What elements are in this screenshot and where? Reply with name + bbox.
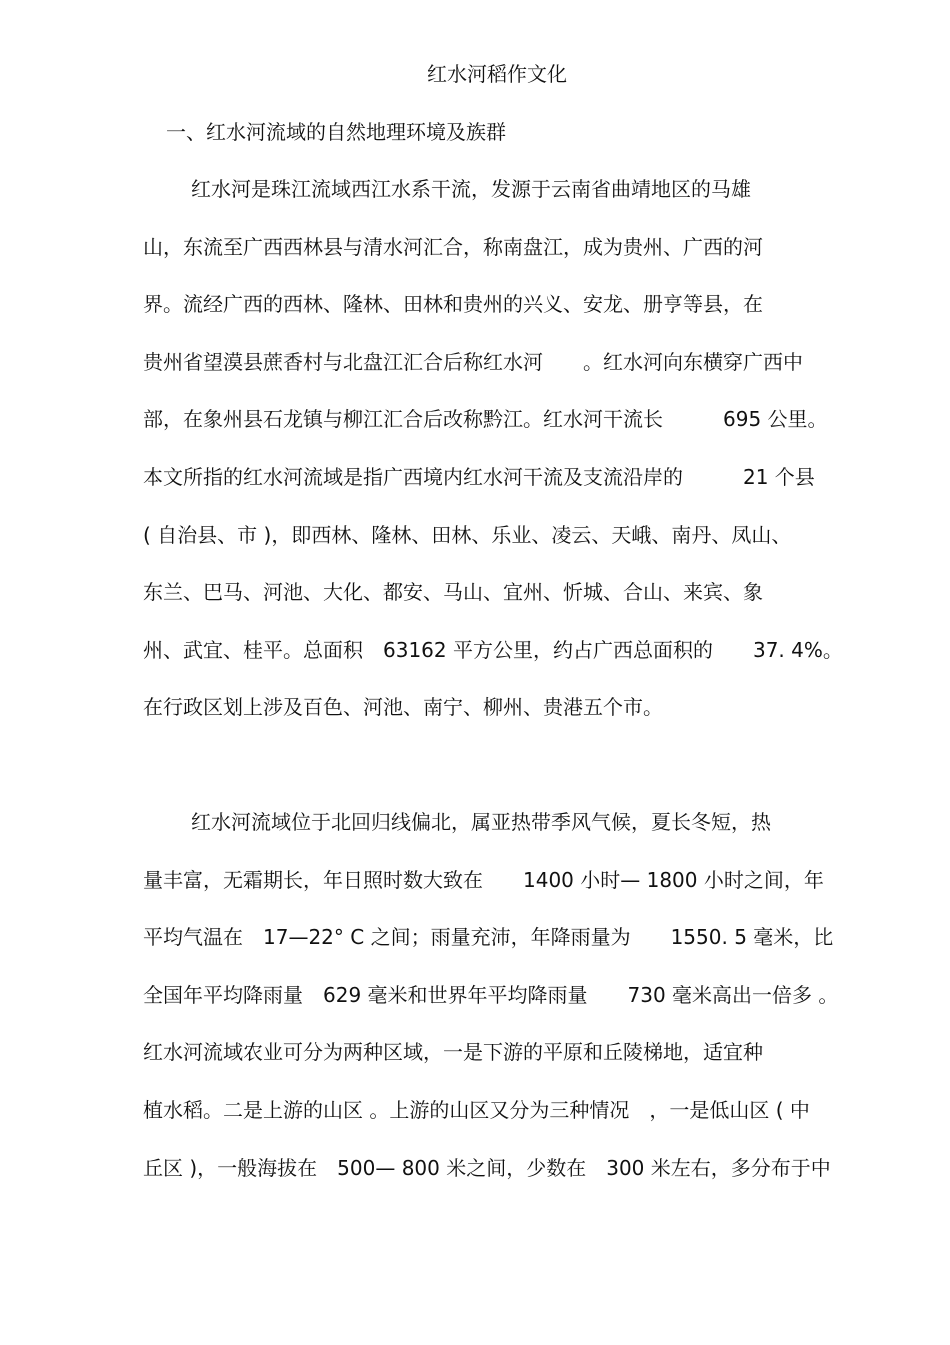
section-heading: 一、红水河流域的自然地理环境及族群 [166, 120, 506, 144]
paragraph-line: 州、武宜、桂平。总面积 63162 平方公里，约占广西总面积的 37. 4%。 [143, 638, 843, 662]
paragraph-line: 丘区 )，一般海拔在 500— 800 米之间，少数在 300 米左右，多分布于中 [143, 1156, 831, 1180]
paragraph-line: 红水河流域位于北回归线偏北，属亚热带季风气候，夏长冬短，热 [191, 810, 771, 834]
paragraph-line: 界。流经广西的西林、隆林、田林和贵州的兴义、安龙、册亨等县，在 [143, 292, 763, 316]
paragraph-line: ( 自治县、市 )，即西林、隆林、田林、乐业、凌云、天峨、南丹、凤山、 [143, 523, 792, 547]
paragraph-line: 贵州省望漠县蔗香村与北盘江汇合后称红水河 。红水河向东横穿广西中 [143, 350, 803, 374]
paragraph-line: 本文所指的红水河流域是指广西境内红水河干流及支流沿岸的 21 个县 [143, 465, 815, 489]
paragraph-line: 红水河是珠江流域西江水系干流，发源于云南省曲靖地区的马雄 [191, 177, 751, 201]
paragraph-line: 平均气温在 17—22° C 之间；雨量充沛，年降雨量为 1550. 5 毫米，比 [143, 925, 834, 949]
paragraph-line: 部，在象州县石龙镇与柳江汇合后改称黔江。红水河干流长 695 公里。 [143, 407, 828, 431]
paragraph-line: 山，东流至广西西林县与清水河汇合，称南盘江，成为贵州、广西的河 [143, 235, 763, 259]
document-title: 红水河稻作文化 [427, 62, 567, 86]
paragraph-line: 植水稻。二是上游的山区 。上游的山区又分为三种情况 ，一是低山区 ( 中 [143, 1098, 810, 1122]
paragraph-line: 东兰、巴马、河池、大化、都安、马山、宜州、忻城、合山、来宾、象 [143, 580, 763, 604]
paragraph-line: 红水河流域农业可分为两种区域，一是下游的平原和丘陵梯地，适宜种 [143, 1040, 763, 1064]
paragraph-line: 量丰富，无霜期长，年日照时数大致在 1400 小时— 1800 小时之间，年 [143, 868, 824, 892]
paragraph-line: 在行政区划上涉及百色、河池、南宁、柳州、贵港五个市。 [143, 695, 663, 719]
paragraph-line: 全国年平均降雨量 629 毫米和世界年平均降雨量 730 毫米高出一倍多 。 [143, 983, 839, 1007]
